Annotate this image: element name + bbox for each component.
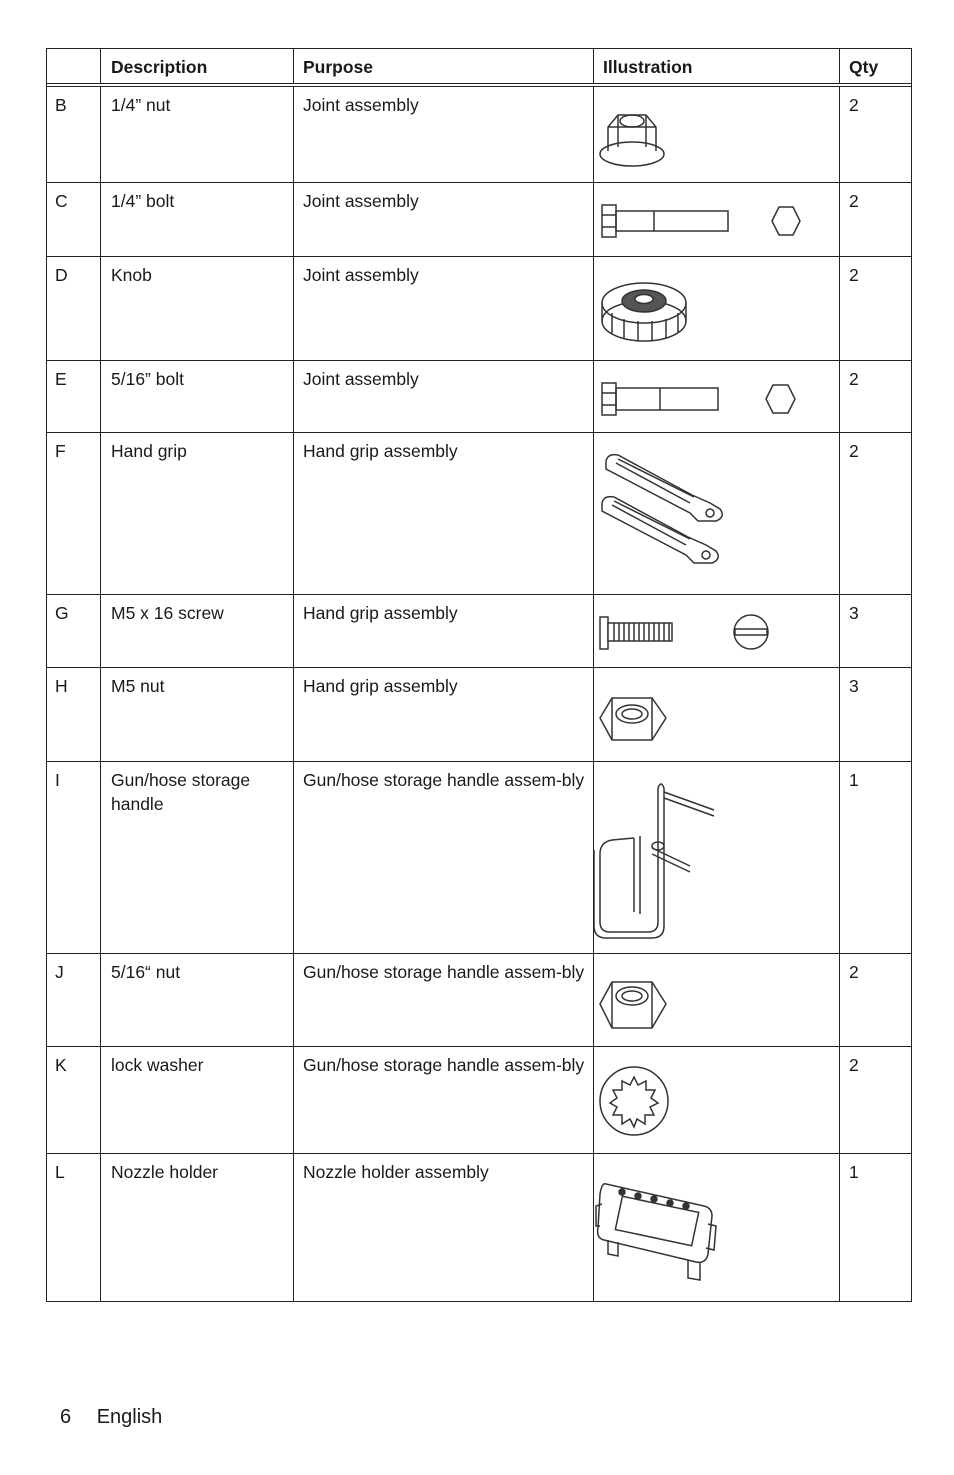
- item-description: M5 x 16 screw: [101, 595, 294, 667]
- item-description: 1/4” nut: [101, 87, 294, 182]
- flange-nut-icon: [594, 87, 840, 181]
- header-description: Description: [101, 49, 294, 83]
- item-illustration: [594, 87, 840, 182]
- table-row: [46, 595, 912, 668]
- page-number: 6: [60, 1406, 72, 1428]
- slotted-screw-icon: [594, 595, 840, 666]
- item-illustration: [594, 361, 840, 432]
- item-description: M5 nut: [101, 668, 294, 761]
- item-illustration: [594, 668, 840, 761]
- item-purpose: Hand grip assembly: [294, 433, 594, 594]
- item-description: Hand grip: [101, 433, 294, 594]
- nozzle-holder-icon: [594, 1154, 840, 1300]
- item-qty: 1: [849, 1162, 859, 1182]
- item-purpose: Joint assembly: [294, 87, 594, 182]
- item-illustration: [594, 183, 840, 256]
- item-purpose: Joint assembly: [294, 257, 594, 360]
- item-purpose: Joint assembly: [294, 183, 594, 256]
- item-purpose: Gun/hose storage handle assem-bly: [294, 954, 594, 1046]
- hex-nut-icon: [594, 668, 840, 760]
- parts-table: [46, 48, 912, 1302]
- table-row: [46, 87, 912, 183]
- table-row: [46, 1047, 912, 1154]
- item-qty: 2: [849, 962, 859, 982]
- table-row: [46, 762, 912, 954]
- item-id: L: [46, 1154, 101, 1301]
- storage-handle-icon: [594, 762, 840, 952]
- item-illustration: [594, 433, 840, 594]
- item-qty: 2: [849, 369, 859, 389]
- item-description: 5/16“ nut: [101, 954, 294, 1046]
- lock-washer-icon: [594, 1047, 840, 1152]
- item-qty: 3: [849, 676, 859, 696]
- item-id: F: [46, 433, 101, 594]
- table-row: [46, 433, 912, 595]
- knob-icon: [594, 257, 840, 359]
- item-purpose: Nozzle holder assembly: [294, 1154, 594, 1301]
- hand-grip-icon: [594, 433, 840, 593]
- item-qty: 2: [849, 95, 859, 115]
- item-qty: 1: [849, 770, 859, 790]
- page-footer: [60, 1406, 162, 1429]
- item-id: C: [46, 183, 101, 256]
- hex-bolt-icon: [594, 361, 840, 431]
- header-id: [46, 49, 101, 83]
- item-description: Gun/hose storage handle: [101, 762, 294, 953]
- item-illustration: [594, 762, 840, 953]
- item-illustration: [594, 954, 840, 1046]
- item-description: lock washer: [101, 1047, 294, 1153]
- table-row: [46, 1154, 912, 1302]
- hex-nut-icon: [594, 954, 840, 1045]
- item-illustration: [594, 257, 840, 360]
- item-purpose: Joint assembly: [294, 361, 594, 432]
- table-row: [46, 183, 912, 257]
- item-purpose: Hand grip assembly: [294, 668, 594, 761]
- item-qty: 3: [849, 603, 859, 623]
- item-illustration: [594, 1047, 840, 1153]
- item-id: E: [46, 361, 101, 432]
- item-qty: 2: [849, 265, 859, 285]
- table-row: [46, 668, 912, 762]
- item-id: B: [46, 87, 101, 182]
- item-description: Nozzle holder: [101, 1154, 294, 1301]
- item-qty: 2: [849, 191, 859, 211]
- item-description: 5/16” bolt: [101, 361, 294, 432]
- item-purpose: Hand grip assembly: [294, 595, 594, 667]
- item-id: G: [46, 595, 101, 667]
- item-illustration: [594, 1154, 840, 1301]
- item-qty: 2: [849, 1055, 859, 1075]
- header-qty: Qty: [849, 57, 879, 77]
- item-id: H: [46, 668, 101, 761]
- footer-language: English: [96, 1406, 163, 1428]
- item-description: 1/4” bolt: [101, 183, 294, 256]
- item-purpose: Gun/hose storage handle assem-bly: [294, 1047, 594, 1153]
- table-row: [46, 257, 912, 361]
- header-purpose: Purpose: [294, 49, 594, 83]
- item-id: J: [46, 954, 101, 1046]
- item-id: I: [46, 762, 101, 953]
- item-purpose: Gun/hose storage handle assem-bly: [294, 762, 594, 953]
- item-id: D: [46, 257, 101, 360]
- table-header-row: [46, 48, 912, 87]
- item-qty: 2: [849, 441, 859, 461]
- item-id: K: [46, 1047, 101, 1153]
- item-description: Knob: [101, 257, 294, 360]
- item-illustration: [594, 595, 840, 667]
- table-row: [46, 361, 912, 433]
- table-row: [46, 954, 912, 1047]
- header-illustration: Illustration: [594, 49, 840, 83]
- hex-bolt-icon: [594, 183, 840, 255]
